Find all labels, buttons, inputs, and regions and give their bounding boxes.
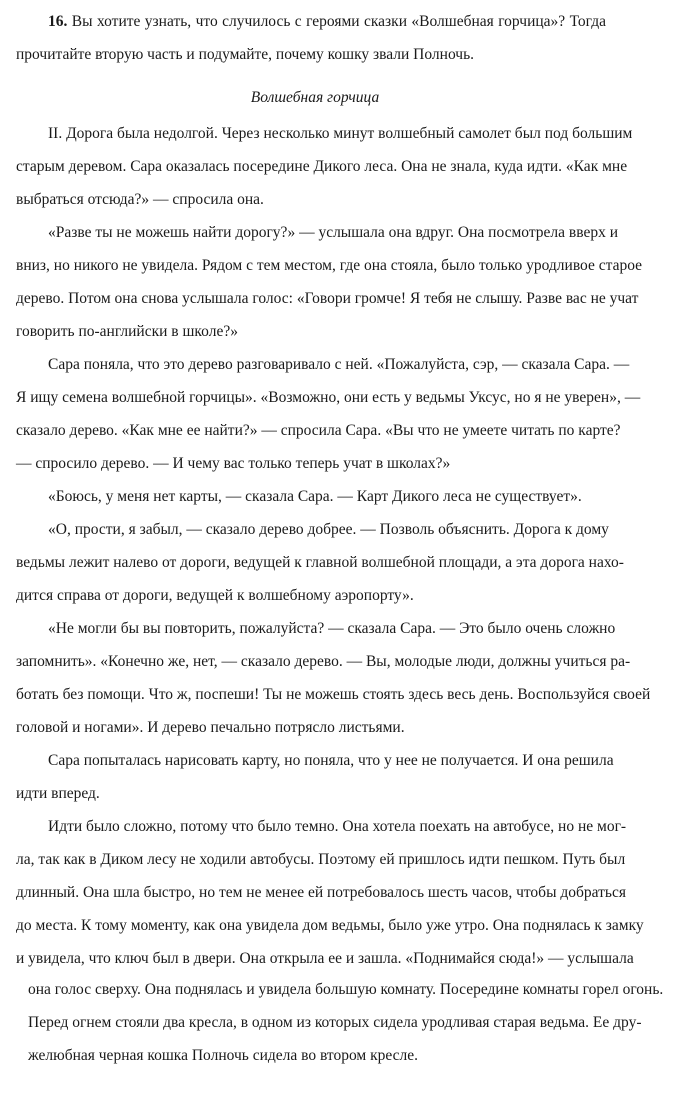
story-line: сказало дерево. «Как мне ее найти?» — спросила Сара. «Вы что не умеете читать по карте? [16, 422, 621, 439]
story-line: и увидела, что ключ был в двери. Она открыла ее и зашла. «Поднимайся сюда!» — услышала [16, 950, 634, 967]
story-line: дится справа от дороги, ведущей к волшебному аэропорту». [16, 587, 414, 604]
continuation-line: она голос сверху. Она поднялась и увидела большую комнату. Посередине комнаты горел огонь. [28, 981, 664, 998]
task-line-1 [48, 12, 606, 32]
story-line: выбраться отсюда?» — спросила она. [16, 191, 264, 208]
continuation-line: желюбная черная кошка Полночь сидела во втором кресле. [28, 1047, 419, 1064]
continuation-line: Перед огнем стояли два кресла, в одном из которых сидела уродливая старая ведьма. Ее дру- [28, 1014, 642, 1031]
story-line: «О, прости, я забыл, — сказало дерево добрее. — Позволь объяснить. Дорога к дому [48, 521, 609, 538]
task-text: Вы хотите узнать, что случилось с героями сказки «Волшебная горчица»? Тогда [71, 13, 607, 30]
story-line: II. Дорога была недолгой. Через несколько минут волшебный самолет был под большим [48, 125, 633, 142]
story-line: ведьмы лежит налево от дороги, ведущей к главной волшебной площади, а эта дорога нахо- [16, 554, 624, 571]
story-line: говорить по-английски в школе?» [16, 323, 238, 340]
story-line: дерево. Потом она снова услышала голос: «Говори громче! Я тебя не слышу. Разве вас не учат [16, 290, 639, 307]
story-line: старым деревом. Сара оказалась посередине Дикого леса. Она не знала, куда идти. «Как мне [16, 158, 628, 175]
story-line: ла, так как в Диком лесу не ходили автобусы. Поэтому ей пришлось идти пешком. Путь был [16, 851, 626, 868]
story-line: Идти было сложно, потому что было темно. Она хотела поехать на автобусе, но не мог- [48, 818, 627, 835]
story-line: идти вперед. [16, 785, 100, 802]
story-line: Сара поняла, что это дерево разговаривало с ней. «Пожалуйста, сэр, — сказала Сара. — [48, 356, 630, 373]
story-line: Сара попыталась нарисовать карту, но поняла, что у нее не получается. И она решила [48, 752, 614, 769]
story-line: Я ищу семена волшебной горчицы». «Возможно, они есть у ведьмы Уксус, но я не уверен», — [16, 389, 641, 406]
story-line: ботать без помощи. Что ж, поспеши! Ты не можешь стоять здесь весь день. Воспользуйся своей [16, 686, 651, 703]
story-line: длинный. Она шла быстро, но тем не менее ей потребовалось шесть часов, чтобы добраться [16, 884, 626, 901]
story-line: запомнить». «Конечно же, нет, — сказало дерево. — Вы, молодые люди, должны учиться ра- [16, 653, 631, 670]
task-line-2: прочитайте вторую часть и подумайте, почему кошку звали Полночь. [16, 46, 475, 63]
story-line: «Разве ты не можешь найти дорогу?» — услышала она вдруг. Она посмотрела вверх и [48, 224, 619, 241]
story-line: головой и ногами». И дерево печально потрясло листьями. [16, 719, 405, 736]
story-line: «Не могли бы вы повторить, пожалуйста? — сказала Сара. — Это было очень сложно [48, 620, 616, 637]
story-line: — спросило дерево. — И чему вас только теперь учат в школах?» [16, 455, 451, 472]
story-line: вниз, но никого не увидела. Рядом с тем местом, где она стояла, было только уродливое старое [16, 257, 643, 274]
story-title: Волшебная горчица [250, 89, 380, 106]
story-line: «Боюсь, у меня нет карты, — сказала Сара. — Карт Дикого леса не существует». [48, 488, 582, 505]
story-line: до места. К тому моменту, как она увидела дом ведьмы, было уже утро. Она поднялась к замку [16, 917, 644, 934]
task-number: 16. [48, 13, 68, 30]
